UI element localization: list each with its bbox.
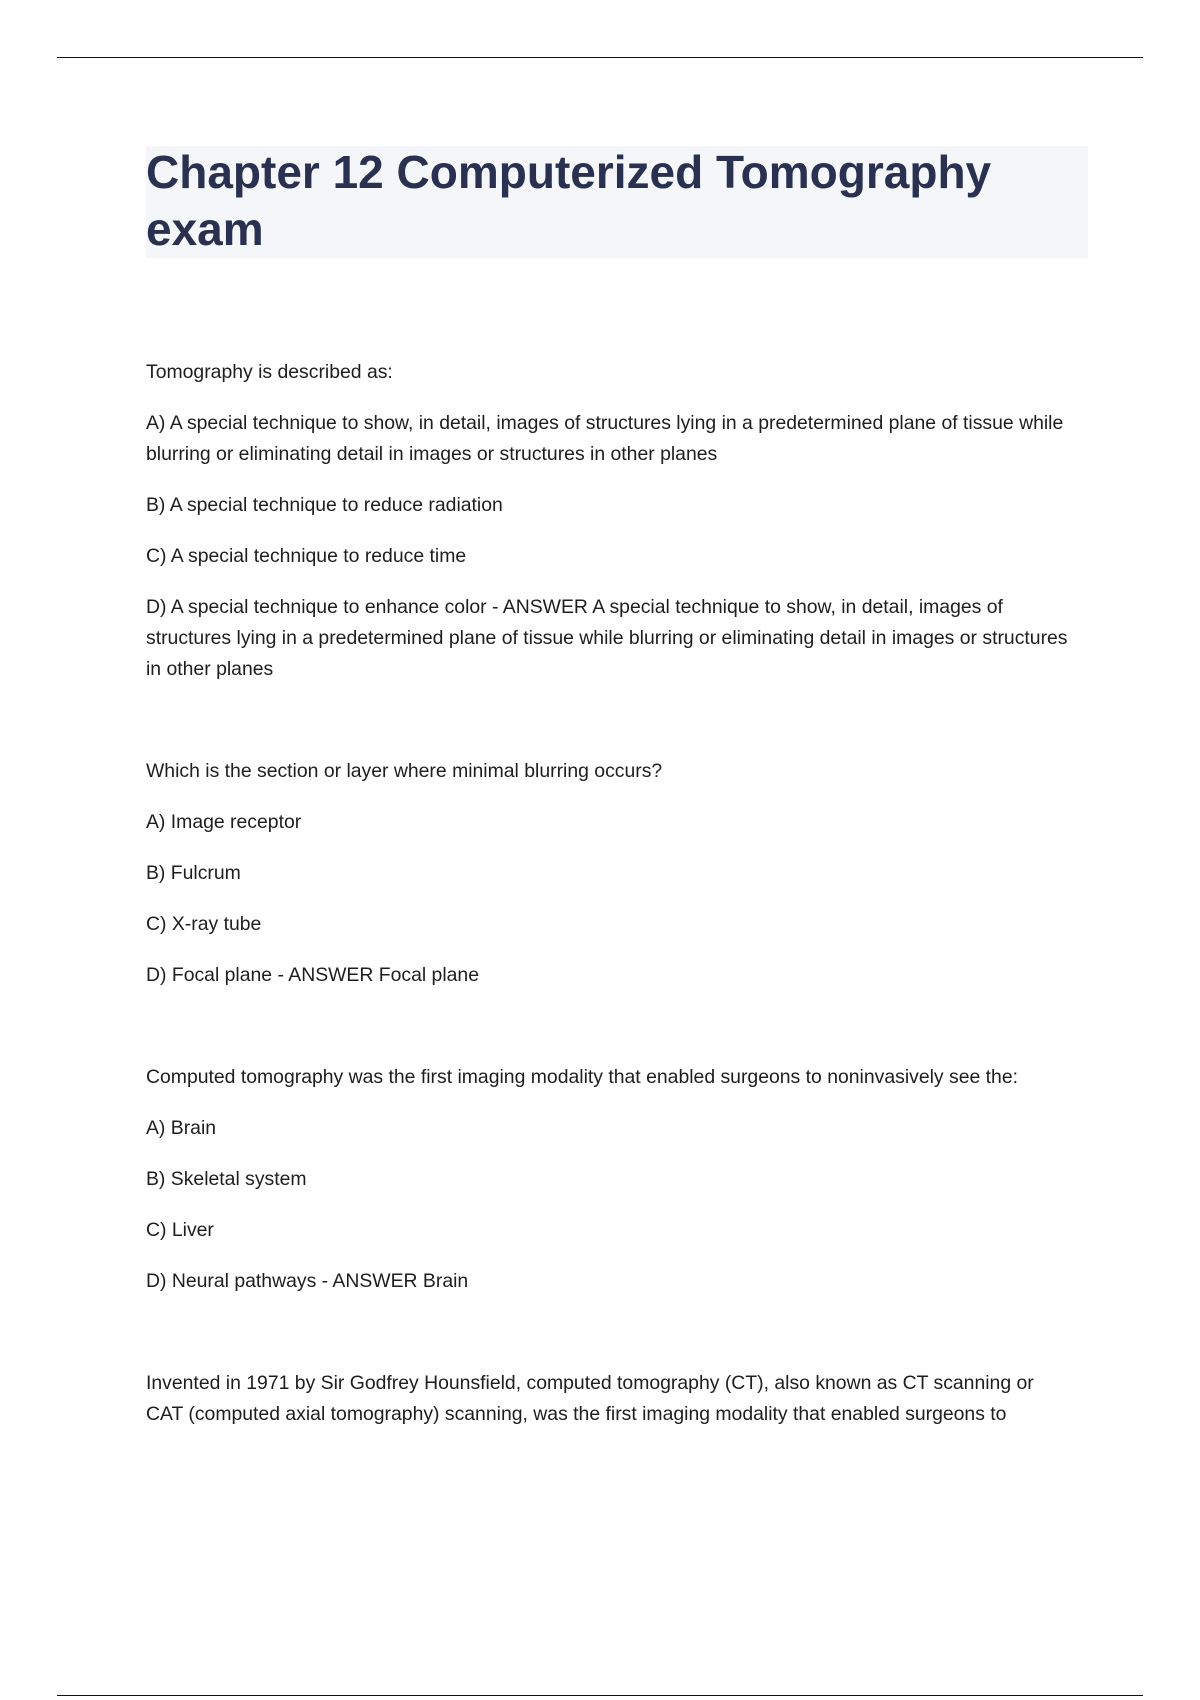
option-b: B) Skeletal system: [146, 1168, 307, 1190]
option-d-answer: D) Focal plane - ANSWER Focal plane: [146, 964, 480, 986]
option-b: B) A special technique to reduce radiation: [146, 494, 503, 516]
question-block-1: [146, 357, 1076, 685]
bottom-rule: [57, 1695, 1143, 1696]
option-c: C) Liver: [146, 1219, 214, 1241]
question-block-3: [146, 1062, 1076, 1297]
option-c: C) X-ray tube: [146, 913, 262, 935]
explanation-block: [146, 1368, 1076, 1430]
explanation-paragraph: Invented in 1971 by Sir Godfrey Hounsfield, computed tomography (CT), also known as CT scanning or CAT (computed axial tomography) scanning, was the first imaging modality that enabled surgeons to: [146, 1372, 1034, 1425]
document-body: [146, 357, 1076, 1501]
option-a: A) Brain: [146, 1117, 217, 1139]
question-text: Which is the section or layer where minimal blurring occurs?: [146, 760, 663, 782]
option-d-answer: D) Neural pathways - ANSWER Brain: [146, 1270, 469, 1292]
option-a: A) A special technique to show, in detail, images of structures lying in a predetermined plane of tissue while blurring or eliminating detail in images or structures in other planes: [146, 412, 1064, 465]
option-a: A) Image receptor: [146, 811, 302, 833]
option-d-answer: D) A special technique to enhance color - ANSWER A special technique to show, in detail, images of structures lying in a predetermined plane of tissue while blurring or eliminating detail in images or structures in other planes: [146, 596, 1068, 680]
question-text: Tomography is described as:: [146, 361, 393, 383]
option-c: C) A special technique to reduce time: [146, 545, 467, 567]
page-title: Chapter 12 Computerized Tomography exam: [146, 146, 992, 255]
question-block-2: [146, 756, 1076, 991]
question-text: Computed tomography was the first imaging modality that enabled surgeons to noninvasively see the:: [146, 1066, 1018, 1088]
option-b: B) Fulcrum: [146, 862, 241, 884]
top-rule: [57, 57, 1143, 58]
